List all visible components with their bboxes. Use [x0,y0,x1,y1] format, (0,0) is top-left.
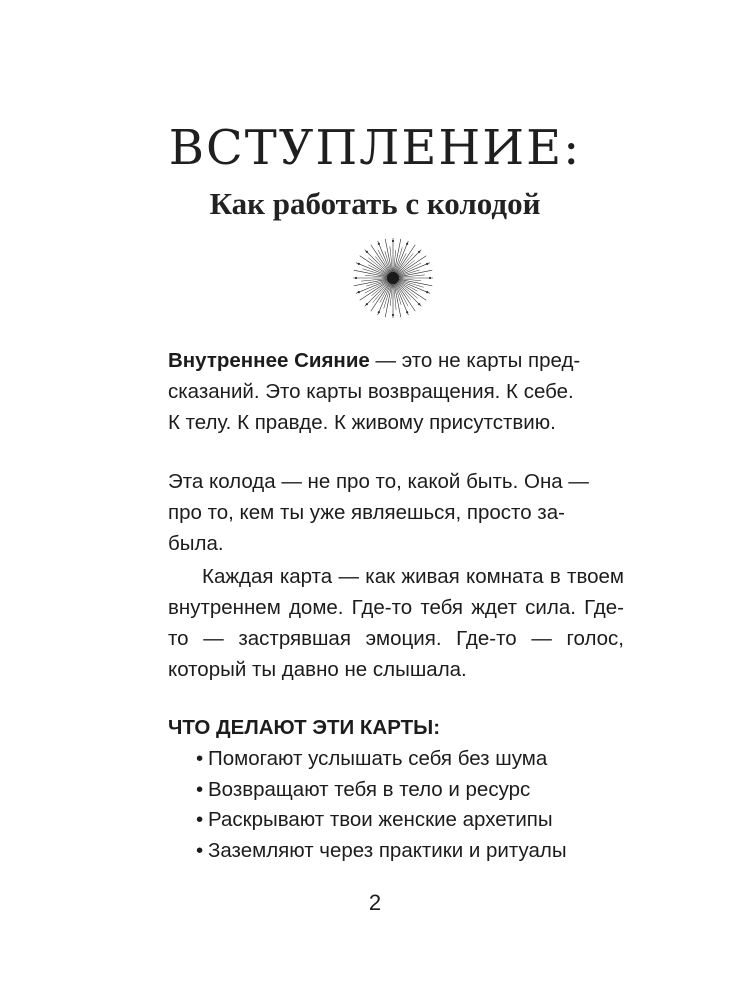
bullet-dot: • [196,777,204,801]
bullet-text: Раскрывают твои женские архетипы [208,808,553,831]
page-number: 2 [368,890,382,915]
bullet-dot: • [196,747,204,770]
second-line-3: была. [168,532,224,555]
page-title: ВСТУПЛЕНИЕ: [168,120,582,176]
section-heading: ЧТО ДЕЛАЮТ ЭТИ КАРТЫ: [168,716,441,739]
page-subtitle: Как работать с колодой [209,186,541,221]
second-line-2: про то, кем ты уже являешься, просто за- [168,501,565,524]
bullet-dot: • [196,808,204,831]
bullet-item [196,805,567,836]
bullet-list [196,744,567,866]
intro-paragraph [168,345,624,438]
second-paragraph [168,466,624,559]
bullet-text: Возвращают тебя в тело и ресурс [208,777,531,801]
bullet-item [196,836,567,867]
bullet-item [196,744,567,775]
intro-line-3: К телу. К правде. К живому присутствию. [168,411,556,434]
deck-name: Внутреннее Сияние [168,349,370,372]
bullet-text: Помогают услышать себя без шума [208,747,548,770]
intro-line-2: сказаний. Это карты возвращения. К себе. [168,380,574,403]
third-paragraph: Каждая карта — как живая комната в твоем внутреннем доме. Где-то тебя ждет сила. Где-то — застрявшая эмоция. Где-то — голос, который ты давно не слышала. [168,565,624,681]
bullet-item [196,775,567,806]
intro-line-1: — это не карты пред- [369,349,581,372]
starburst-icon [351,236,435,320]
bullet-text: Заземляют через практики и ритуалы [208,838,567,862]
bullet-dot: • [196,838,204,862]
second-line-1: Эта колода — не про то, какой быть. Она — [168,470,589,493]
